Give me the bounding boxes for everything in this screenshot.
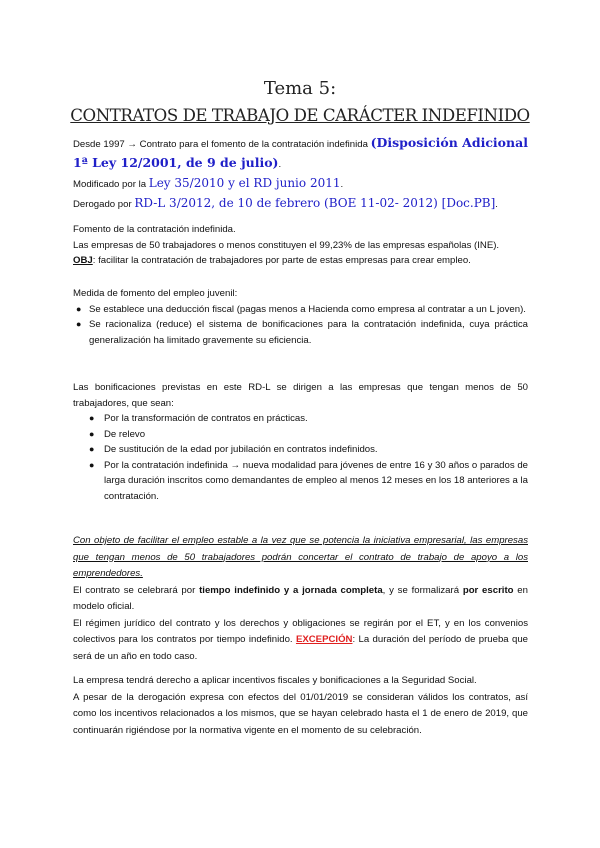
apoyo-paragraph-1: El contrato se celebrará por tiempo indefinido y a jornada completa, y se formalizará por escrito en modelo oficial. bbox=[73, 584, 528, 612]
legal-ref-rdl: RD-L 3/2012, de 10 de febrero (BOE 11-02- 2012) [Doc.PB] bbox=[134, 196, 496, 210]
apoyo-intro: Con objeto de facilitar el empleo estable a la vez que se potencia la iniciativa empresarial, las empresas que tengan menos de 50 trabajadores podrán concertar el contrato de trabajo de apoyo a los emprendedores. bbox=[73, 535, 528, 579]
bonificaciones-section bbox=[73, 380, 528, 504]
list-item: ● Se establece una deducción fiscal (pagas menos a Hacienda como empresa al contratar a un L joven). bbox=[73, 302, 528, 318]
bullet-icon: ● bbox=[89, 428, 95, 439]
list-item: ● De relevo bbox=[73, 427, 528, 443]
bullet-icon: ● bbox=[89, 459, 95, 470]
final-paragraph-2: A pesar de la derogación expresa con efectos del 01/01/2019 se consideran válidos los contratos, así como los incentivos relacionados a los mismos, que se hayan celebrado hasta el 1 de enero de 2019, que continuarán rigiéndose por la normativa vigente en el momento de su celebración. bbox=[73, 691, 528, 736]
list-item: ● Por la contratación indefinida → nueva modalidad para jóvenes de entre 16 y 30 años o parados de larga duración inscritos como demandantes de empleo al menos 12 meses en los 18 anteriores a la contratación. bbox=[89, 459, 528, 502]
fomento-heading: Fomento de la contratación indefinida. bbox=[73, 224, 236, 235]
page-subtitle: CONTRATOS DE TRABAJO DE CARÁCTER INDEFINIDO bbox=[70, 106, 530, 125]
title-block bbox=[0, 78, 600, 127]
legal-line-3: Modificado por la Ley 35/2010 y el RD junio 2011. bbox=[73, 176, 344, 190]
medida-heading: Medida de fomento del empleo juvenil: bbox=[73, 288, 238, 299]
exception-label: EXCEPCIÓN bbox=[295, 634, 353, 645]
legal-line-2: 1ª Ley 12/2001, de 9 de julio). bbox=[73, 155, 282, 170]
list-item: ● Por la transformación de contratos en prácticas. bbox=[73, 411, 528, 427]
final-section bbox=[73, 673, 528, 739]
legal-line-4: Derogado por RD-L 3/2012, de 10 de febrero (BOE 11-02- 2012) [Doc.PB]. bbox=[73, 196, 498, 210]
legal-line-1: Desde 1997 → Contrato para el fomento de la contratación indefinida (Disposición Adicional bbox=[73, 135, 528, 150]
bullet-icon: ● bbox=[76, 303, 82, 314]
fomento-section bbox=[73, 222, 528, 269]
list-item: ● Se racionaliza (reduce) el sistema de bonificaciones para la contratación indefinida, cuya práctica generalización ha limitado gravemente su eficiencia. bbox=[76, 319, 528, 346]
fomento-stat: Las empresas de 50 trabajadores o menos constituyen el 99,23% de las empresas españolas (INE). bbox=[73, 239, 500, 251]
bonificaciones-list bbox=[73, 411, 528, 504]
medida-list bbox=[73, 302, 528, 349]
legal-history bbox=[73, 134, 528, 214]
page-title: Tema 5: bbox=[263, 78, 337, 99]
apoyo-section bbox=[73, 533, 528, 665]
bonificaciones-intro: Las bonificaciones previstas en este RD-L se dirigen a las empresas que tengan menos de 50 trabajadores, que sean: bbox=[73, 382, 528, 409]
bullet-icon: ● bbox=[89, 444, 95, 454]
list-item: ● De sustitución de la edad por jubilación en contratos indefinidos. bbox=[73, 442, 528, 458]
final-paragraph-1: La empresa tendrá derecho a aplicar incentivos fiscales y bonificaciones a la Seguridad Social. bbox=[73, 675, 477, 686]
bullet-icon: ● bbox=[76, 319, 82, 329]
fomento-obj: OBJ: facilitar la contratación de trabajadores por parte de estas empresas para crear empleo. bbox=[73, 255, 471, 266]
apoyo-paragraph-2: El régimen jurídico del contrato y los derechos y obligaciones se regirán por el ET, y en los convenios colectivos para los contratos por tiempo indefinido. EXCEPCIÓN: La duración del período de prueba que será de un año en todo caso. bbox=[73, 617, 528, 662]
bullet-icon: ● bbox=[89, 413, 95, 423]
legal-ref-da: (Disposición Adicional bbox=[370, 135, 528, 150]
obj-label: OBJ bbox=[73, 255, 93, 266]
medida-section bbox=[73, 286, 528, 348]
legal-ref-ley35: Ley 35/2010 y el RD junio 2011 bbox=[148, 176, 341, 190]
